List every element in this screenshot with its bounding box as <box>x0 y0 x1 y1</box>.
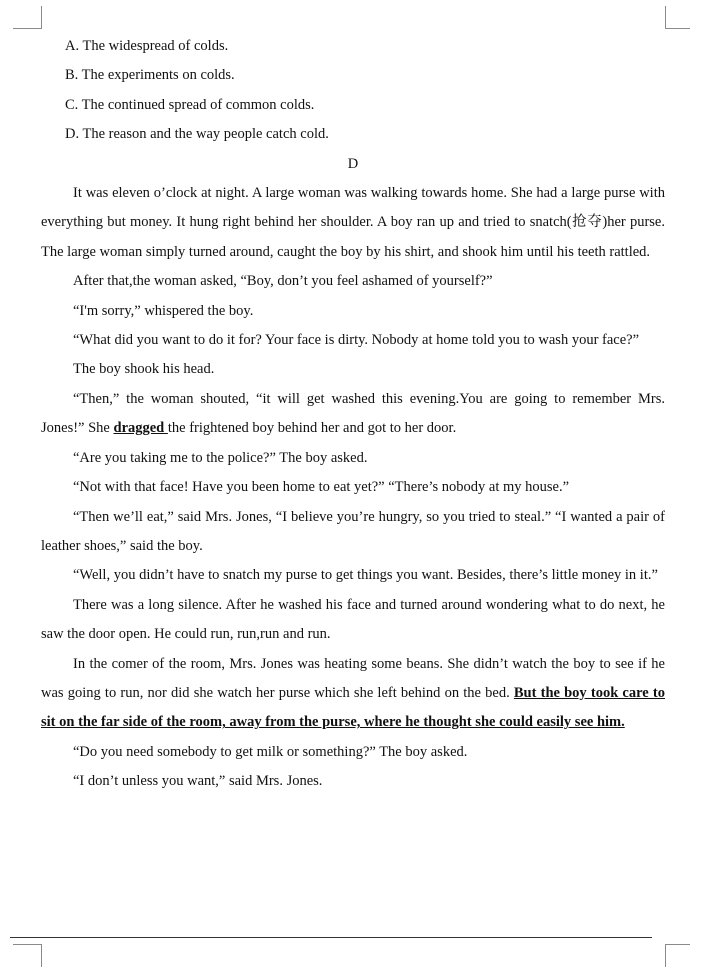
paragraph: The boy shook his head. <box>73 361 215 378</box>
paragraph: “Then we’ll eat,” said Mrs. Jones, “I believe you’re hungry, so you tried to steal.” “I wanted a pair of leather shoes,” said the boy. <box>41 508 665 554</box>
paragraph: It was eleven o’clock at night. A large woman was walking towards home. She had a large purse with everything but money. It hung right behind her shoulder. A boy ran up and tried to snatch(抢夺)her purse. The large woman simply turned around, caught the boy by his shirt, and shook him until his teeth rattled. <box>41 185 665 260</box>
paragraph: “I'm sorry,” whispered the boy. <box>73 302 254 319</box>
emphasized-word: dragged <box>113 420 168 437</box>
paragraph: “Are you taking me to the police?” The boy asked. <box>73 449 368 466</box>
paragraph: “What did you want to do it for? Your face is dirty. Nobody at home told you to wash your face?” <box>73 332 640 349</box>
paragraph <box>41 650 665 738</box>
paragraph: There was a long silence. After he washed his face and turned around wondering what to do next, he saw the door open. He could run, run,run and run. <box>41 596 665 643</box>
section-heading: D <box>347 155 359 172</box>
paragraph-text: In the comer of the room, Mrs. Jones was heating some beans. She didn’t watch the boy to see if he was going to run, nor did she watch her purse which she left behind on the bed. <box>41 655 665 701</box>
crop-mark-bottom-left <box>13 944 42 967</box>
paragraph <box>41 385 665 444</box>
option-c: C. The continued spread of common colds. <box>65 96 315 113</box>
paragraph: “Do you need somebody to get milk or something?” The boy asked. <box>73 743 468 760</box>
crop-mark-bottom-right <box>665 944 690 967</box>
crop-mark-top-right <box>665 6 690 29</box>
footer-rule <box>10 937 652 938</box>
document-body <box>41 32 665 797</box>
paragraph: “Not with that face! Have you been home to eat yet?” “There’s nobody at my house.” <box>73 479 570 496</box>
paragraph: “I don’t unless you want,” said Mrs. Jones. <box>73 773 323 790</box>
emphasized-sentence: But the boy took care to sit on the far side of the room, away from the purse, where he thought she could easily see him. <box>41 684 665 731</box>
option-b: B. The experiments on colds. <box>65 67 235 84</box>
paragraph-text: “Then,” the woman shouted, “it will get washed this evening.You are going to remember Mrs. Jones!” She <box>41 390 665 437</box>
paragraph: After that,the woman asked, “Boy, don’t you feel ashamed of yourself?” <box>73 273 493 290</box>
crop-mark-top-left <box>13 6 42 29</box>
option-a: A. The widespread of colds. <box>65 38 229 54</box>
paragraph-text: the frightened boy behind her and got to her door. <box>167 420 457 437</box>
option-d: D. The reason and the way people catch cold. <box>65 126 329 143</box>
paragraph: “Well, you didn’t have to snatch my purse to get things you want. Besides, there’s little money in it.” <box>73 567 658 584</box>
